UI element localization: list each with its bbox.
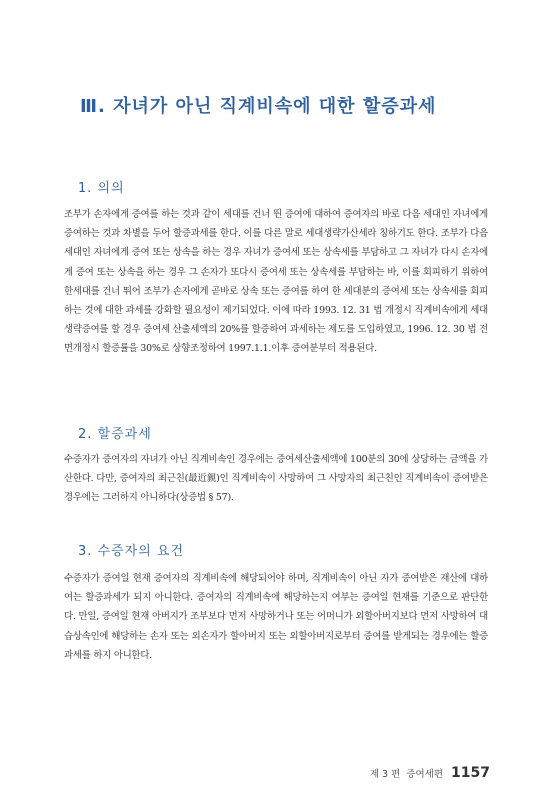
page-footer	[300, 762, 490, 781]
section-heading-3: 3. 수증자의 요건	[78, 544, 185, 559]
chapter-title: Ⅲ. 자녀가 아닌 직계비속에 대한 할증과세	[80, 96, 437, 117]
section-3-paragraph: 수증자가 증여일 현재 증여자의 직계비속에 해당되어야 하며, 직계비속이 아닌 자가 증여받은 재산에 대하여는 할증과세가 되지 아니한다. 증여자의 직계비속에 해당하는지 여부는 증여일 현재를 기준으로 판단한다. 만일, 증여일 현재 아버지가 조부보다 먼저 사망하거나 또는 어머니가 외할아버지보다 먼저 사망하여 대습상속인에 해당하는 손자 또는 외손자가 할아버지 또는 외할아버지로부터 증여를 받게되는 경우에는 할증과세를 하지 아니한다.	[64, 573, 488, 661]
section-2-paragraph: 수증자가 증여자의 자녀가 아닌 직계비속인 경우에는 증여세산출세액에 100분의 30에 상당하는 금액을 가산한다. 다만, 증여자의 최근친(最近親)인 직계비속이 사망하여 그 사망자의 최근친인 직계비속이 증여받은 경우에는 그러하지 아니하다(상증법 § 57).	[64, 454, 488, 504]
page-number: 1157	[451, 765, 490, 781]
section-heading-1: 1. 의의	[78, 181, 125, 196]
footer-part-label: 제 3 편	[369, 769, 401, 780]
section-heading-2: 2. 할증과세	[78, 427, 152, 442]
section-1-paragraph: 조부가 손자에게 증여를 하는 것과 같이 세대를 건너 뛴 증여에 대하여 증여자의 바로 다음 세대인 자녀에게 증여하는 것과 차별을 두어 할증과세를 한다. 이를 다른 말로 세대생략가산세라 칭하기도 한다. 조부가 다음 세대인 자녀에게 증여 또는 상속을 하는 경우 자녀가 증여세 또는 상속세를 부담하고 그 자녀가 다시 손자에게 증여 또는 상속을 하는 경우 그 손자가 또다시 증여세 또는 상속세를 부담하는 바, 이를 회피하기 위하여 한세대를 건너 뛰어 조부가 손자에게 곧바로 상속 또는 증여를 하여 한 세대분의 증여세 또는 상속세를 회피하는 것에 대한 과세를 강화할 필요성이 제기되었다. 이에 따라 1993. 12. 31 법 개정시 직계비속에게 세대생략증여를 할 경우 증여세 산출세액의 20%를 할증하여 과세하는 제도를 도입하였고, 1996. 12. 30 법 전면개정시 할증률을 30%로 상향조정하여 1997.1.1.이후 증여분부터 적용된다.	[64, 209, 488, 355]
footer-part-name: 증여세편	[406, 769, 444, 780]
